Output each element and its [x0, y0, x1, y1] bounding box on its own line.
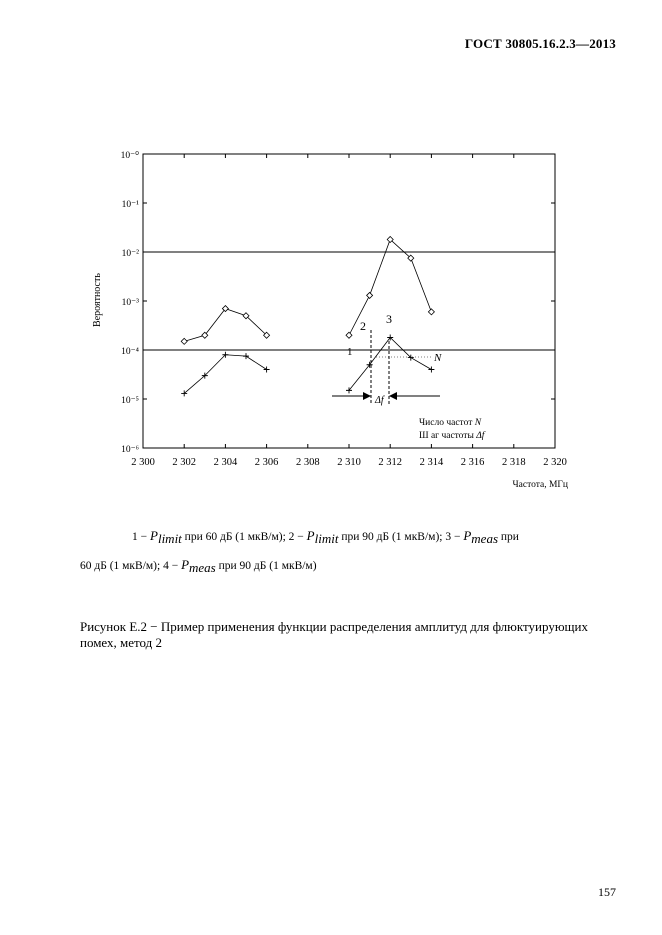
x-tick-label: 2 314 — [419, 457, 444, 468]
x-axis-label: Частота, МГц — [512, 480, 568, 490]
y-tick-label: 10⁻⁰ — [120, 151, 139, 161]
annotation-2: 2 — [360, 319, 366, 333]
note-number-of-frequencies: Число частот N — [419, 418, 482, 428]
document-standard-header: ГОСТ 30805.16.2.3—2013 — [464, 36, 616, 51]
note-frequency-step: Ш аг частоты Δf — [419, 431, 485, 441]
x-tick-label: 2 300 — [131, 457, 155, 468]
legend-line-2: 60 дБ (1 мкВ/м); $4 - P_{meas}$ при 90 дБ (1 мкВ/м) — [80, 557, 317, 576]
chart-series — [181, 236, 434, 396]
x-tick-label: 2 320 — [543, 457, 567, 468]
x-tick-label: 2 302 — [172, 457, 197, 468]
plus-point — [264, 366, 270, 372]
plot-area-border — [143, 154, 555, 448]
y-tick-label: 10⁻⁵ — [121, 396, 139, 406]
series-line — [349, 337, 431, 390]
annotation-delta-f: Δf — [375, 395, 384, 406]
x-tick-label: 2 310 — [337, 457, 361, 468]
y-axis-ticks — [121, 150, 555, 455]
legend-line-1: $1 - P_{limit}$ при 60 дБ (1 мкВ/м); $2 - P_{limit}$ при 90 дБ (1 мкВ/м); $3 - P_{meas}$ при — [132, 528, 519, 547]
y-tick-label: 10⁻⁶ — [121, 445, 139, 455]
diamond-point — [428, 309, 434, 315]
x-tick-label: 2 312 — [378, 457, 403, 468]
x-axis-ticks — [131, 154, 567, 468]
x-tick-label: 2 306 — [254, 457, 279, 468]
plot-frame — [143, 154, 555, 448]
y-axis-label: Вероятность — [92, 273, 103, 327]
x-tick-label: 2 318 — [501, 457, 526, 468]
diamond-point — [367, 292, 373, 298]
y-tick-label: 10⁻⁴ — [121, 347, 139, 357]
x-tick-label: 2 304 — [213, 457, 238, 468]
figure-caption: Рисунок Е.2 − Пример применения функции распределения амплитуд для флюктуирующих помех, метод 2 — [80, 619, 588, 650]
y-tick-label: 10⁻² — [121, 249, 139, 259]
annotation-n: N — [434, 352, 442, 364]
diamond-point — [181, 338, 187, 344]
y-tick-label: 10⁻³ — [121, 298, 139, 308]
y-tick-label: 10⁻¹ — [121, 200, 139, 210]
diamond-point — [346, 332, 352, 338]
series-line — [184, 355, 266, 394]
x-tick-label: 2 316 — [460, 457, 485, 468]
x-tick-label: 2 308 — [295, 457, 320, 468]
page-number: 157 — [598, 885, 616, 899]
plus-point — [428, 366, 434, 372]
plus-point — [243, 353, 249, 359]
annotation-3: 3 — [386, 312, 392, 326]
annotation-1: 1 — [347, 346, 353, 358]
series-line — [184, 309, 266, 342]
